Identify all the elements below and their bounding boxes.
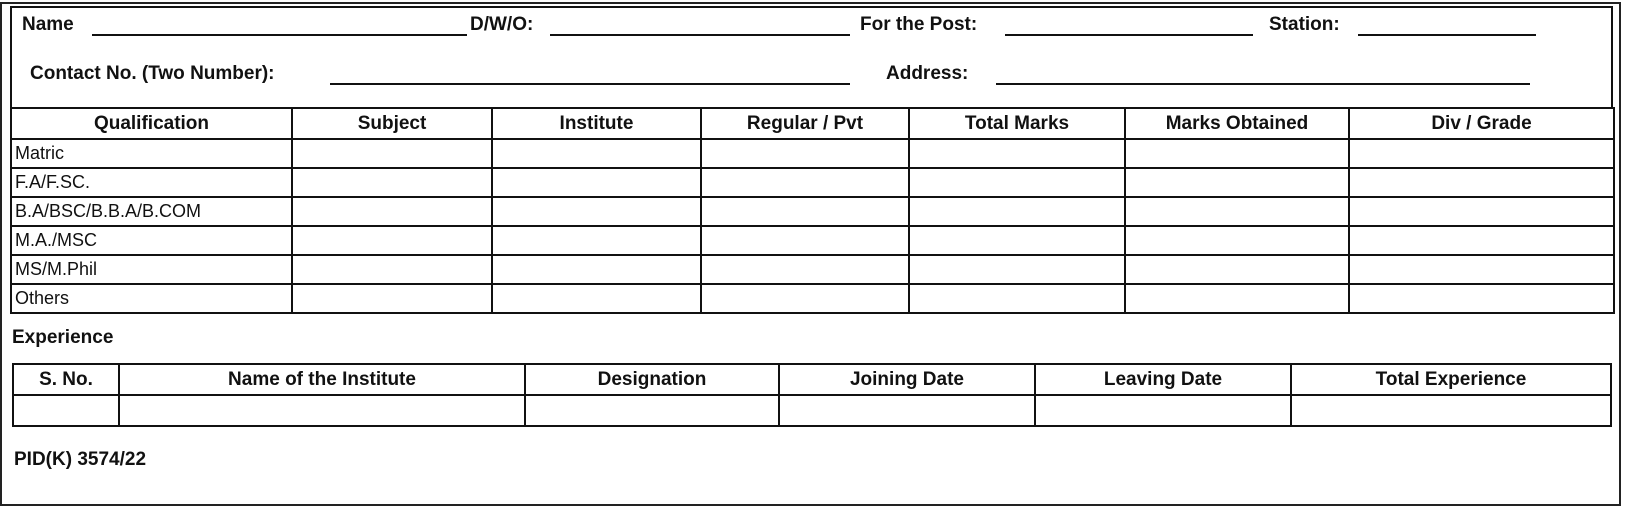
dwo-field[interactable] xyxy=(550,34,850,36)
experience-heading: Experience xyxy=(12,327,114,348)
col-div-grade: Div / Grade xyxy=(1349,108,1614,139)
subject-cell[interactable] xyxy=(292,226,492,255)
div-grade-cell[interactable] xyxy=(1349,284,1614,313)
table-row xyxy=(11,197,1614,226)
table-row xyxy=(13,395,1611,426)
subject-cell[interactable] xyxy=(292,168,492,197)
table-row xyxy=(11,284,1614,313)
regular-pvt-cell[interactable] xyxy=(701,139,909,168)
joining-date-cell[interactable] xyxy=(779,395,1035,426)
col-designation: Designation xyxy=(525,364,779,395)
regular-pvt-cell[interactable] xyxy=(701,226,909,255)
table-row xyxy=(11,168,1614,197)
table-row xyxy=(11,255,1614,284)
institute-cell[interactable] xyxy=(492,168,701,197)
regular-pvt-cell[interactable] xyxy=(701,255,909,284)
col-marks-obtained: Marks Obtained xyxy=(1125,108,1349,139)
marks-obtained-cell[interactable] xyxy=(1125,255,1349,284)
col-institute-name: Name of the Institute xyxy=(119,364,525,395)
row-label: M.A./MSC xyxy=(11,226,292,255)
post-label: For the Post: xyxy=(860,14,978,35)
address-label: Address: xyxy=(886,63,969,84)
row-label: B.A/BSC/B.B.A/B.COM xyxy=(11,197,292,226)
regular-pvt-cell[interactable] xyxy=(701,284,909,313)
regular-pvt-cell[interactable] xyxy=(701,197,909,226)
station-label: Station: xyxy=(1269,14,1340,35)
subject-cell[interactable] xyxy=(292,284,492,313)
subject-cell[interactable] xyxy=(292,255,492,284)
institute-cell[interactable] xyxy=(492,226,701,255)
name-field[interactable] xyxy=(92,34,467,36)
qualification-table xyxy=(10,107,1615,314)
institute-cell[interactable] xyxy=(492,255,701,284)
total-marks-cell[interactable] xyxy=(909,139,1125,168)
subject-cell[interactable] xyxy=(292,197,492,226)
total-marks-cell[interactable] xyxy=(909,168,1125,197)
personal-details-box xyxy=(10,6,1613,107)
designation-cell[interactable] xyxy=(525,395,779,426)
marks-obtained-cell[interactable] xyxy=(1125,284,1349,313)
total-marks-cell[interactable] xyxy=(909,197,1125,226)
marks-obtained-cell[interactable] xyxy=(1125,139,1349,168)
contact-field[interactable] xyxy=(330,83,850,85)
col-institute: Institute xyxy=(492,108,701,139)
institute-name-cell[interactable] xyxy=(119,395,525,426)
row-label: F.A/F.SC. xyxy=(11,168,292,197)
div-grade-cell[interactable] xyxy=(1349,197,1614,226)
total-marks-cell[interactable] xyxy=(909,226,1125,255)
col-sno: S. No. xyxy=(13,364,119,395)
div-grade-cell[interactable] xyxy=(1349,139,1614,168)
experience-table xyxy=(12,363,1612,427)
col-subject: Subject xyxy=(292,108,492,139)
address-field[interactable] xyxy=(996,83,1530,85)
col-total-marks: Total Marks xyxy=(909,108,1125,139)
station-field[interactable] xyxy=(1358,34,1536,36)
institute-cell[interactable] xyxy=(492,284,701,313)
subject-cell[interactable] xyxy=(292,139,492,168)
col-total-experience: Total Experience xyxy=(1291,364,1611,395)
total-experience-cell[interactable] xyxy=(1291,395,1611,426)
qualification-header-row xyxy=(11,108,1614,139)
col-joining-date: Joining Date xyxy=(779,364,1035,395)
post-field[interactable] xyxy=(1005,34,1253,36)
institute-cell[interactable] xyxy=(492,197,701,226)
marks-obtained-cell[interactable] xyxy=(1125,197,1349,226)
row-label: MS/M.Phil xyxy=(11,255,292,284)
name-label: Name xyxy=(22,14,74,35)
div-grade-cell[interactable] xyxy=(1349,168,1614,197)
dwo-label: D/W/O: xyxy=(470,14,534,35)
marks-obtained-cell[interactable] xyxy=(1125,168,1349,197)
table-row xyxy=(11,226,1614,255)
experience-header-row xyxy=(13,364,1611,395)
regular-pvt-cell[interactable] xyxy=(701,168,909,197)
col-regular-pvt: Regular / Pvt xyxy=(701,108,909,139)
pid-code: PID(K) 3574/22 xyxy=(14,449,147,470)
div-grade-cell[interactable] xyxy=(1349,226,1614,255)
col-leaving-date: Leaving Date xyxy=(1035,364,1291,395)
institute-cell[interactable] xyxy=(492,139,701,168)
contact-label: Contact No. (Two Number): xyxy=(30,63,275,84)
sno-cell[interactable] xyxy=(13,395,119,426)
col-qualification: Qualification xyxy=(11,108,292,139)
total-marks-cell[interactable] xyxy=(909,284,1125,313)
leaving-date-cell[interactable] xyxy=(1035,395,1291,426)
row-label: Others xyxy=(11,284,292,313)
div-grade-cell[interactable] xyxy=(1349,255,1614,284)
table-row xyxy=(11,139,1614,168)
row-label: Matric xyxy=(11,139,292,168)
total-marks-cell[interactable] xyxy=(909,255,1125,284)
marks-obtained-cell[interactable] xyxy=(1125,226,1349,255)
